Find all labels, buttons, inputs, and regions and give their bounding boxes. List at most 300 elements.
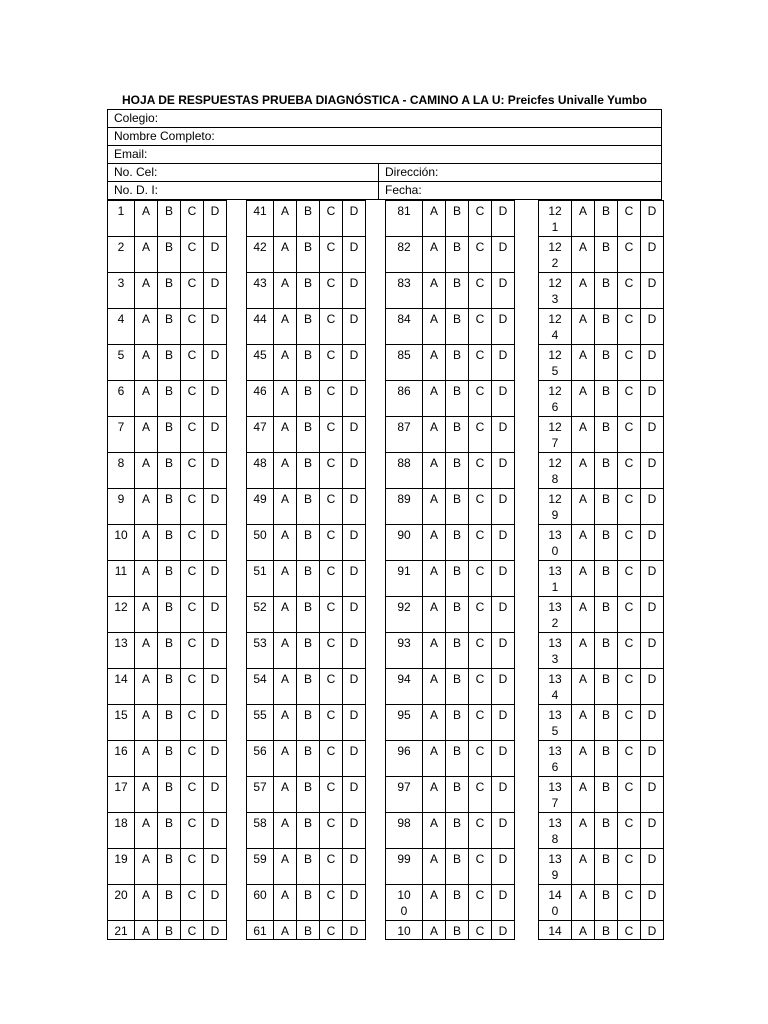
- answer-bubble-b[interactable]: B: [158, 597, 181, 633]
- answer-bubble-c[interactable]: C: [618, 453, 641, 489]
- answer-bubble-b[interactable]: B: [595, 561, 618, 597]
- answer-bubble-a[interactable]: A: [274, 381, 297, 417]
- answer-bubble-c[interactable]: C: [618, 561, 641, 597]
- answer-bubble-b[interactable]: B: [158, 525, 181, 561]
- answer-bubble-d[interactable]: D: [204, 525, 227, 561]
- answer-bubble-a[interactable]: A: [135, 453, 158, 489]
- answer-bubble-b[interactable]: B: [446, 705, 469, 741]
- answer-bubble-a[interactable]: A: [135, 669, 158, 705]
- answer-bubble-d[interactable]: D: [641, 237, 664, 273]
- answer-bubble-d[interactable]: D: [343, 921, 366, 940]
- answer-bubble-b[interactable]: B: [446, 633, 469, 669]
- answer-bubble-c[interactable]: C: [469, 597, 492, 633]
- answer-bubble-c[interactable]: C: [469, 777, 492, 813]
- answer-bubble-a[interactable]: A: [423, 633, 446, 669]
- answer-bubble-a[interactable]: A: [135, 525, 158, 561]
- answer-bubble-b[interactable]: B: [595, 381, 618, 417]
- answer-bubble-d[interactable]: D: [641, 201, 664, 237]
- answer-bubble-b[interactable]: B: [158, 669, 181, 705]
- answer-bubble-b[interactable]: B: [297, 849, 320, 885]
- answer-bubble-c[interactable]: C: [181, 237, 204, 273]
- answer-bubble-c[interactable]: C: [618, 237, 641, 273]
- answer-bubble-b[interactable]: B: [158, 741, 181, 777]
- answer-bubble-a[interactable]: A: [423, 453, 446, 489]
- answer-bubble-b[interactable]: B: [297, 741, 320, 777]
- answer-bubble-a[interactable]: A: [274, 921, 297, 940]
- answer-bubble-b[interactable]: B: [158, 381, 181, 417]
- answer-bubble-b[interactable]: B: [158, 345, 181, 381]
- answer-bubble-b[interactable]: B: [595, 741, 618, 777]
- answer-bubble-a[interactable]: A: [274, 237, 297, 273]
- answer-bubble-d[interactable]: D: [343, 813, 366, 849]
- answer-bubble-a[interactable]: A: [423, 921, 446, 940]
- answer-bubble-b[interactable]: B: [446, 201, 469, 237]
- answer-bubble-d[interactable]: D: [641, 381, 664, 417]
- answer-bubble-b[interactable]: B: [446, 813, 469, 849]
- answer-bubble-a[interactable]: A: [423, 417, 446, 453]
- colegio-field[interactable]: Colegio:: [108, 110, 662, 128]
- answer-bubble-d[interactable]: D: [641, 525, 664, 561]
- answer-bubble-d[interactable]: D: [641, 741, 664, 777]
- answer-bubble-a[interactable]: A: [572, 633, 595, 669]
- answer-bubble-c[interactable]: C: [320, 849, 343, 885]
- answer-bubble-d[interactable]: D: [343, 705, 366, 741]
- answer-bubble-b[interactable]: B: [297, 705, 320, 741]
- answer-bubble-c[interactable]: C: [618, 273, 641, 309]
- answer-bubble-d[interactable]: D: [343, 453, 366, 489]
- answer-bubble-d[interactable]: D: [641, 849, 664, 885]
- answer-bubble-d[interactable]: D: [492, 597, 515, 633]
- answer-bubble-a[interactable]: A: [572, 813, 595, 849]
- answer-bubble-d[interactable]: D: [204, 273, 227, 309]
- answer-bubble-d[interactable]: D: [343, 741, 366, 777]
- answer-bubble-a[interactable]: A: [572, 345, 595, 381]
- answer-bubble-c[interactable]: C: [618, 777, 641, 813]
- answer-bubble-b[interactable]: B: [595, 489, 618, 525]
- nombre-field[interactable]: Nombre Completo:: [108, 128, 662, 146]
- answer-bubble-d[interactable]: D: [204, 597, 227, 633]
- answer-bubble-b[interactable]: B: [297, 921, 320, 940]
- answer-bubble-b[interactable]: B: [158, 885, 181, 921]
- answer-bubble-a[interactable]: A: [274, 525, 297, 561]
- answer-bubble-a[interactable]: A: [135, 489, 158, 525]
- answer-bubble-b[interactable]: B: [595, 813, 618, 849]
- answer-bubble-a[interactable]: A: [135, 309, 158, 345]
- answer-bubble-d[interactable]: D: [492, 561, 515, 597]
- answer-bubble-b[interactable]: B: [595, 633, 618, 669]
- answer-bubble-b[interactable]: B: [595, 849, 618, 885]
- answer-bubble-a[interactable]: A: [135, 921, 158, 940]
- answer-bubble-c[interactable]: C: [320, 525, 343, 561]
- answer-bubble-a[interactable]: A: [572, 849, 595, 885]
- answer-bubble-d[interactable]: D: [492, 813, 515, 849]
- answer-bubble-c[interactable]: C: [320, 921, 343, 940]
- answer-bubble-d[interactable]: D: [204, 885, 227, 921]
- answer-bubble-c[interactable]: C: [181, 345, 204, 381]
- answer-bubble-a[interactable]: A: [274, 201, 297, 237]
- answer-bubble-c[interactable]: C: [469, 813, 492, 849]
- answer-bubble-b[interactable]: B: [595, 345, 618, 381]
- answer-bubble-d[interactable]: D: [492, 525, 515, 561]
- answer-bubble-d[interactable]: D: [204, 489, 227, 525]
- answer-bubble-a[interactable]: A: [135, 201, 158, 237]
- answer-bubble-b[interactable]: B: [297, 633, 320, 669]
- answer-bubble-c[interactable]: C: [181, 777, 204, 813]
- answer-bubble-b[interactable]: B: [297, 885, 320, 921]
- answer-bubble-b[interactable]: B: [446, 273, 469, 309]
- answer-bubble-b[interactable]: B: [446, 381, 469, 417]
- answer-bubble-a[interactable]: A: [135, 237, 158, 273]
- answer-bubble-b[interactable]: B: [297, 669, 320, 705]
- answer-bubble-c[interactable]: C: [181, 633, 204, 669]
- answer-bubble-a[interactable]: A: [572, 201, 595, 237]
- answer-bubble-a[interactable]: A: [572, 597, 595, 633]
- answer-bubble-b[interactable]: B: [158, 201, 181, 237]
- answer-bubble-a[interactable]: A: [423, 885, 446, 921]
- answer-bubble-d[interactable]: D: [492, 741, 515, 777]
- answer-bubble-d[interactable]: D: [641, 561, 664, 597]
- answer-bubble-a[interactable]: A: [572, 525, 595, 561]
- answer-bubble-b[interactable]: B: [595, 237, 618, 273]
- answer-bubble-b[interactable]: B: [446, 525, 469, 561]
- answer-bubble-c[interactable]: C: [181, 597, 204, 633]
- answer-bubble-a[interactable]: A: [135, 849, 158, 885]
- answer-bubble-d[interactable]: D: [492, 921, 515, 940]
- answer-bubble-c[interactable]: C: [618, 849, 641, 885]
- answer-bubble-d[interactable]: D: [641, 309, 664, 345]
- answer-bubble-a[interactable]: A: [423, 273, 446, 309]
- answer-bubble-b[interactable]: B: [158, 237, 181, 273]
- answer-bubble-b[interactable]: B: [446, 345, 469, 381]
- answer-bubble-c[interactable]: C: [618, 705, 641, 741]
- answer-bubble-d[interactable]: D: [343, 561, 366, 597]
- answer-bubble-c[interactable]: C: [469, 489, 492, 525]
- answer-bubble-b[interactable]: B: [158, 633, 181, 669]
- answer-bubble-d[interactable]: D: [492, 237, 515, 273]
- answer-bubble-c[interactable]: C: [469, 633, 492, 669]
- answer-bubble-d[interactable]: D: [343, 885, 366, 921]
- answer-bubble-d[interactable]: D: [204, 741, 227, 777]
- answer-bubble-c[interactable]: C: [181, 849, 204, 885]
- answer-bubble-b[interactable]: B: [446, 489, 469, 525]
- answer-bubble-d[interactable]: D: [204, 237, 227, 273]
- answer-bubble-c[interactable]: C: [469, 849, 492, 885]
- answer-bubble-d[interactable]: D: [492, 633, 515, 669]
- answer-bubble-c[interactable]: C: [618, 345, 641, 381]
- answer-bubble-a[interactable]: A: [572, 237, 595, 273]
- answer-bubble-c[interactable]: C: [320, 705, 343, 741]
- answer-bubble-b[interactable]: B: [158, 453, 181, 489]
- answer-bubble-a[interactable]: A: [274, 417, 297, 453]
- answer-bubble-d[interactable]: D: [343, 777, 366, 813]
- answer-bubble-c[interactable]: C: [469, 705, 492, 741]
- answer-bubble-c[interactable]: C: [618, 525, 641, 561]
- answer-bubble-b[interactable]: B: [446, 597, 469, 633]
- answer-bubble-c[interactable]: C: [320, 669, 343, 705]
- answer-bubble-c[interactable]: C: [320, 345, 343, 381]
- answer-bubble-c[interactable]: C: [320, 633, 343, 669]
- answer-bubble-a[interactable]: A: [572, 417, 595, 453]
- answer-bubble-d[interactable]: D: [343, 237, 366, 273]
- direccion-field[interactable]: Dirección:: [379, 164, 662, 182]
- answer-bubble-c[interactable]: C: [469, 381, 492, 417]
- answer-bubble-b[interactable]: B: [297, 561, 320, 597]
- answer-bubble-a[interactable]: A: [135, 633, 158, 669]
- answer-bubble-c[interactable]: C: [469, 417, 492, 453]
- answer-bubble-b[interactable]: B: [595, 525, 618, 561]
- answer-bubble-b[interactable]: B: [595, 201, 618, 237]
- answer-bubble-a[interactable]: A: [135, 741, 158, 777]
- answer-bubble-b[interactable]: B: [595, 453, 618, 489]
- answer-bubble-c[interactable]: C: [618, 417, 641, 453]
- answer-bubble-c[interactable]: C: [469, 921, 492, 940]
- answer-bubble-a[interactable]: A: [423, 849, 446, 885]
- answer-bubble-b[interactable]: B: [446, 237, 469, 273]
- answer-bubble-c[interactable]: C: [469, 309, 492, 345]
- answer-bubble-d[interactable]: D: [641, 885, 664, 921]
- answer-bubble-b[interactable]: B: [158, 777, 181, 813]
- answer-bubble-d[interactable]: D: [204, 849, 227, 885]
- answer-bubble-c[interactable]: C: [181, 417, 204, 453]
- answer-bubble-d[interactable]: D: [641, 345, 664, 381]
- answer-bubble-c[interactable]: C: [181, 453, 204, 489]
- answer-bubble-a[interactable]: A: [274, 345, 297, 381]
- fecha-field[interactable]: Fecha:: [379, 182, 662, 200]
- answer-bubble-c[interactable]: C: [181, 489, 204, 525]
- answer-bubble-d[interactable]: D: [492, 417, 515, 453]
- answer-bubble-b[interactable]: B: [446, 669, 469, 705]
- answer-bubble-d[interactable]: D: [343, 201, 366, 237]
- answer-bubble-a[interactable]: A: [274, 813, 297, 849]
- answer-bubble-d[interactable]: D: [641, 633, 664, 669]
- answer-bubble-b[interactable]: B: [158, 849, 181, 885]
- answer-bubble-d[interactable]: D: [204, 669, 227, 705]
- answer-bubble-a[interactable]: A: [274, 849, 297, 885]
- answer-bubble-b[interactable]: B: [297, 453, 320, 489]
- answer-bubble-a[interactable]: A: [274, 885, 297, 921]
- answer-bubble-a[interactable]: A: [572, 705, 595, 741]
- answer-bubble-d[interactable]: D: [343, 309, 366, 345]
- answer-bubble-c[interactable]: C: [320, 273, 343, 309]
- answer-bubble-d[interactable]: D: [343, 345, 366, 381]
- answer-bubble-b[interactable]: B: [158, 813, 181, 849]
- answer-bubble-c[interactable]: C: [469, 201, 492, 237]
- answer-bubble-b[interactable]: B: [158, 417, 181, 453]
- answer-bubble-d[interactable]: D: [204, 921, 227, 940]
- answer-bubble-a[interactable]: A: [423, 525, 446, 561]
- answer-bubble-b[interactable]: B: [446, 885, 469, 921]
- answer-bubble-c[interactable]: C: [618, 741, 641, 777]
- answer-bubble-d[interactable]: D: [641, 273, 664, 309]
- answer-bubble-c[interactable]: C: [320, 381, 343, 417]
- answer-bubble-c[interactable]: C: [618, 309, 641, 345]
- answer-bubble-b[interactable]: B: [297, 309, 320, 345]
- answer-bubble-b[interactable]: B: [595, 921, 618, 940]
- answer-bubble-c[interactable]: C: [320, 309, 343, 345]
- answer-bubble-a[interactable]: A: [572, 381, 595, 417]
- answer-bubble-c[interactable]: C: [320, 741, 343, 777]
- answer-bubble-a[interactable]: A: [423, 345, 446, 381]
- answer-bubble-a[interactable]: A: [274, 705, 297, 741]
- answer-bubble-a[interactable]: A: [423, 489, 446, 525]
- answer-bubble-d[interactable]: D: [343, 597, 366, 633]
- answer-bubble-a[interactable]: A: [423, 309, 446, 345]
- answer-bubble-b[interactable]: B: [446, 561, 469, 597]
- answer-bubble-c[interactable]: C: [469, 273, 492, 309]
- answer-bubble-d[interactable]: D: [492, 345, 515, 381]
- answer-bubble-c[interactable]: C: [618, 669, 641, 705]
- answer-bubble-d[interactable]: D: [492, 669, 515, 705]
- answer-bubble-d[interactable]: D: [492, 885, 515, 921]
- answer-bubble-a[interactable]: A: [572, 489, 595, 525]
- answer-bubble-c[interactable]: C: [181, 381, 204, 417]
- answer-bubble-b[interactable]: B: [297, 417, 320, 453]
- answer-bubble-d[interactable]: D: [204, 417, 227, 453]
- answer-bubble-b[interactable]: B: [446, 309, 469, 345]
- answer-bubble-b[interactable]: B: [297, 525, 320, 561]
- answer-bubble-c[interactable]: C: [469, 741, 492, 777]
- answer-bubble-c[interactable]: C: [181, 201, 204, 237]
- answer-bubble-d[interactable]: D: [343, 489, 366, 525]
- answer-bubble-d[interactable]: D: [641, 921, 664, 940]
- di-field[interactable]: No. D. I:: [108, 182, 379, 200]
- answer-bubble-b[interactable]: B: [595, 309, 618, 345]
- answer-bubble-a[interactable]: A: [135, 273, 158, 309]
- answer-bubble-b[interactable]: B: [158, 705, 181, 741]
- answer-bubble-c[interactable]: C: [181, 309, 204, 345]
- answer-bubble-c[interactable]: C: [320, 453, 343, 489]
- answer-bubble-a[interactable]: A: [423, 741, 446, 777]
- answer-bubble-b[interactable]: B: [446, 417, 469, 453]
- answer-bubble-b[interactable]: B: [595, 597, 618, 633]
- answer-bubble-c[interactable]: C: [320, 417, 343, 453]
- answer-bubble-a[interactable]: A: [274, 453, 297, 489]
- answer-bubble-d[interactable]: D: [204, 813, 227, 849]
- answer-bubble-c[interactable]: C: [181, 705, 204, 741]
- answer-bubble-a[interactable]: A: [572, 741, 595, 777]
- answer-bubble-c[interactable]: C: [320, 885, 343, 921]
- answer-bubble-a[interactable]: A: [572, 669, 595, 705]
- answer-bubble-a[interactable]: A: [572, 453, 595, 489]
- answer-bubble-d[interactable]: D: [343, 273, 366, 309]
- answer-bubble-d[interactable]: D: [492, 705, 515, 741]
- answer-bubble-b[interactable]: B: [297, 489, 320, 525]
- answer-bubble-a[interactable]: A: [423, 237, 446, 273]
- answer-bubble-d[interactable]: D: [343, 381, 366, 417]
- answer-bubble-c[interactable]: C: [320, 813, 343, 849]
- answer-bubble-d[interactable]: D: [343, 525, 366, 561]
- answer-bubble-c[interactable]: C: [320, 237, 343, 273]
- answer-bubble-c[interactable]: C: [320, 777, 343, 813]
- answer-bubble-d[interactable]: D: [641, 813, 664, 849]
- answer-bubble-d[interactable]: D: [641, 597, 664, 633]
- answer-bubble-a[interactable]: A: [572, 921, 595, 940]
- answer-bubble-a[interactable]: A: [572, 309, 595, 345]
- answer-bubble-c[interactable]: C: [469, 561, 492, 597]
- answer-bubble-b[interactable]: B: [446, 777, 469, 813]
- answer-bubble-c[interactable]: C: [469, 525, 492, 561]
- answer-bubble-c[interactable]: C: [469, 885, 492, 921]
- answer-bubble-d[interactable]: D: [343, 669, 366, 705]
- answer-bubble-d[interactable]: D: [204, 309, 227, 345]
- answer-bubble-d[interactable]: D: [204, 777, 227, 813]
- answer-bubble-a[interactable]: A: [274, 273, 297, 309]
- answer-bubble-b[interactable]: B: [595, 417, 618, 453]
- answer-bubble-d[interactable]: D: [204, 705, 227, 741]
- answer-bubble-d[interactable]: D: [492, 273, 515, 309]
- answer-bubble-b[interactable]: B: [595, 777, 618, 813]
- answer-bubble-c[interactable]: C: [618, 921, 641, 940]
- answer-bubble-b[interactable]: B: [158, 561, 181, 597]
- answer-bubble-d[interactable]: D: [492, 381, 515, 417]
- answer-bubble-c[interactable]: C: [181, 741, 204, 777]
- answer-bubble-d[interactable]: D: [641, 705, 664, 741]
- answer-bubble-c[interactable]: C: [618, 381, 641, 417]
- answer-bubble-c[interactable]: C: [618, 201, 641, 237]
- answer-bubble-a[interactable]: A: [423, 381, 446, 417]
- answer-bubble-a[interactable]: A: [572, 777, 595, 813]
- answer-bubble-a[interactable]: A: [135, 561, 158, 597]
- answer-bubble-b[interactable]: B: [446, 741, 469, 777]
- answer-bubble-d[interactable]: D: [492, 201, 515, 237]
- answer-bubble-b[interactable]: B: [297, 777, 320, 813]
- answer-bubble-c[interactable]: C: [469, 669, 492, 705]
- answer-bubble-a[interactable]: A: [423, 705, 446, 741]
- answer-bubble-c[interactable]: C: [181, 813, 204, 849]
- answer-bubble-a[interactable]: A: [274, 597, 297, 633]
- answer-bubble-a[interactable]: A: [274, 777, 297, 813]
- answer-bubble-a[interactable]: A: [274, 633, 297, 669]
- answer-bubble-b[interactable]: B: [297, 345, 320, 381]
- answer-bubble-a[interactable]: A: [135, 813, 158, 849]
- answer-bubble-d[interactable]: D: [641, 777, 664, 813]
- answer-bubble-a[interactable]: A: [274, 741, 297, 777]
- answer-bubble-c[interactable]: C: [181, 885, 204, 921]
- answer-bubble-a[interactable]: A: [572, 273, 595, 309]
- answer-bubble-c[interactable]: C: [320, 489, 343, 525]
- answer-bubble-c[interactable]: C: [181, 921, 204, 940]
- answer-bubble-a[interactable]: A: [135, 705, 158, 741]
- answer-bubble-a[interactable]: A: [135, 885, 158, 921]
- answer-bubble-b[interactable]: B: [446, 453, 469, 489]
- answer-bubble-a[interactable]: A: [274, 309, 297, 345]
- answer-bubble-d[interactable]: D: [641, 489, 664, 525]
- answer-bubble-d[interactable]: D: [204, 561, 227, 597]
- answer-bubble-d[interactable]: D: [492, 777, 515, 813]
- answer-bubble-c[interactable]: C: [181, 669, 204, 705]
- answer-bubble-c[interactable]: C: [181, 273, 204, 309]
- answer-bubble-c[interactable]: C: [469, 453, 492, 489]
- answer-bubble-b[interactable]: B: [297, 597, 320, 633]
- answer-bubble-b[interactable]: B: [158, 489, 181, 525]
- answer-bubble-d[interactable]: D: [492, 453, 515, 489]
- answer-bubble-c[interactable]: C: [618, 633, 641, 669]
- answer-bubble-a[interactable]: A: [572, 885, 595, 921]
- answer-bubble-d[interactable]: D: [204, 633, 227, 669]
- answer-bubble-a[interactable]: A: [423, 597, 446, 633]
- answer-bubble-a[interactable]: A: [423, 561, 446, 597]
- answer-bubble-c[interactable]: C: [320, 597, 343, 633]
- answer-bubble-c[interactable]: C: [181, 561, 204, 597]
- answer-bubble-a[interactable]: A: [274, 669, 297, 705]
- answer-bubble-c[interactable]: C: [181, 525, 204, 561]
- answer-bubble-b[interactable]: B: [595, 669, 618, 705]
- answer-bubble-d[interactable]: D: [343, 417, 366, 453]
- answer-bubble-c[interactable]: C: [320, 561, 343, 597]
- answer-bubble-a[interactable]: A: [274, 489, 297, 525]
- answer-bubble-c[interactable]: C: [618, 489, 641, 525]
- answer-bubble-d[interactable]: D: [204, 345, 227, 381]
